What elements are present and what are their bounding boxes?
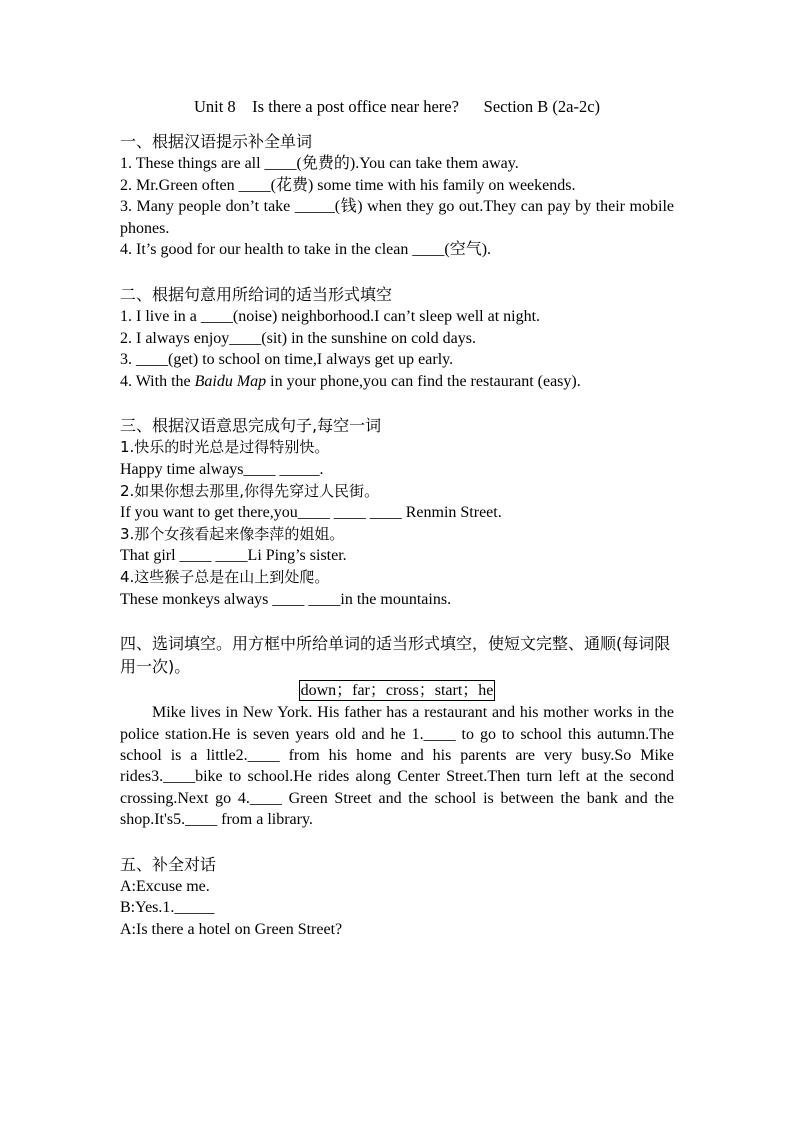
worksheet-content bbox=[120, 96, 674, 940]
s2-item-4-italic: Baidu Map bbox=[194, 372, 267, 390]
s3-cn-3: 3.那个女孩看起来像李萍的姐姐。 bbox=[120, 524, 345, 543]
section-1-heading: 一、根据汉语提示补全单词 bbox=[120, 132, 313, 151]
s1-item-4: 4. It’s good for our health to take in the clean ____(空气). bbox=[120, 241, 492, 259]
s3-cn-1: 1.快乐的时光总是过得特别快。 bbox=[120, 438, 330, 457]
s2-item-4-before: 4. With the bbox=[120, 372, 195, 390]
s3-cn-2: 2.如果你想去那里,你得先穿过人民街。 bbox=[120, 481, 380, 500]
page-title: Unit 8 Is there a post office near here? Section B (2a-2c) bbox=[193, 97, 601, 116]
section-2-heading: 二、根据句意用所给词的适当形式填空 bbox=[120, 284, 393, 304]
s3-en-1: Happy time always____ _____. bbox=[120, 460, 324, 478]
s3-en-4: These monkeys always ____ ____in the mountains. bbox=[120, 590, 452, 608]
s3-cn-4: 4.这些猴子总是在山上到处爬。 bbox=[120, 567, 330, 586]
s2-item-2: 2. I always enjoy____(sit) in the sunshine on cold days. bbox=[120, 329, 476, 347]
s1-item-3: 3. Many people don’t take _____(钱) when they go out.They can pay by their mobile phones. bbox=[120, 198, 674, 237]
s2-item-3: 3. ____(get) to school on time,I always get up early. bbox=[120, 351, 454, 369]
section-3-heading: 三、根据汉语意思完成句子,每空一词 bbox=[120, 416, 382, 436]
s5-line-1: A:Excuse me. bbox=[120, 877, 210, 895]
word-box: down；far；cross；start；he bbox=[300, 682, 494, 700]
section-4-heading: 四、选词填空。用方框中所给单词的适当形式填空，使短文完整、通顺(每词限用一次)。 bbox=[120, 634, 671, 677]
s2-item-4 bbox=[120, 371, 674, 393]
s1-item-1: 1. These things are all ____(免费的).You can take them away. bbox=[120, 155, 519, 172]
s5-line-2: B:Yes.1._____ bbox=[120, 899, 215, 917]
s2-item-4-after: in your phone,you can find the restaurant (easy). bbox=[266, 372, 581, 390]
section-5-heading: 五、补全对话 bbox=[120, 854, 217, 874]
s5-line-3: A:Is there a hotel on Green Street? bbox=[120, 920, 343, 938]
s2-item-1: 1. I live in a ____(noise) neighborhood.I can’t sleep well at night. bbox=[120, 307, 541, 325]
section-spacer bbox=[120, 610, 674, 632]
word-box-row bbox=[120, 680, 674, 702]
s3-en-3: That girl ____ ____Li Ping’s sister. bbox=[120, 547, 347, 565]
section-spacer bbox=[120, 392, 674, 414]
s1-item-2: 2. Mr.Green often ____(花费) some time with his family on weekends. bbox=[120, 176, 576, 194]
section-spacer bbox=[120, 831, 674, 853]
section-spacer bbox=[120, 261, 674, 283]
s3-en-2: If you want to get there,you____ ____ ____ Renmin Street. bbox=[120, 504, 502, 522]
s4-passage: Mike lives in New York. His father has a restaurant and his mother works in the police station.He is seven years old and he 1.____ to go to school this autumn.The school is a little2.____ from his home and his parents are very busy.So Mike rides3.____bike to school.He rides along Center Street.Then turn left at the second crossing.Next go 4.____ Green Street and the school is between the bank and the shop.It's5.____ from a library. bbox=[120, 704, 674, 829]
